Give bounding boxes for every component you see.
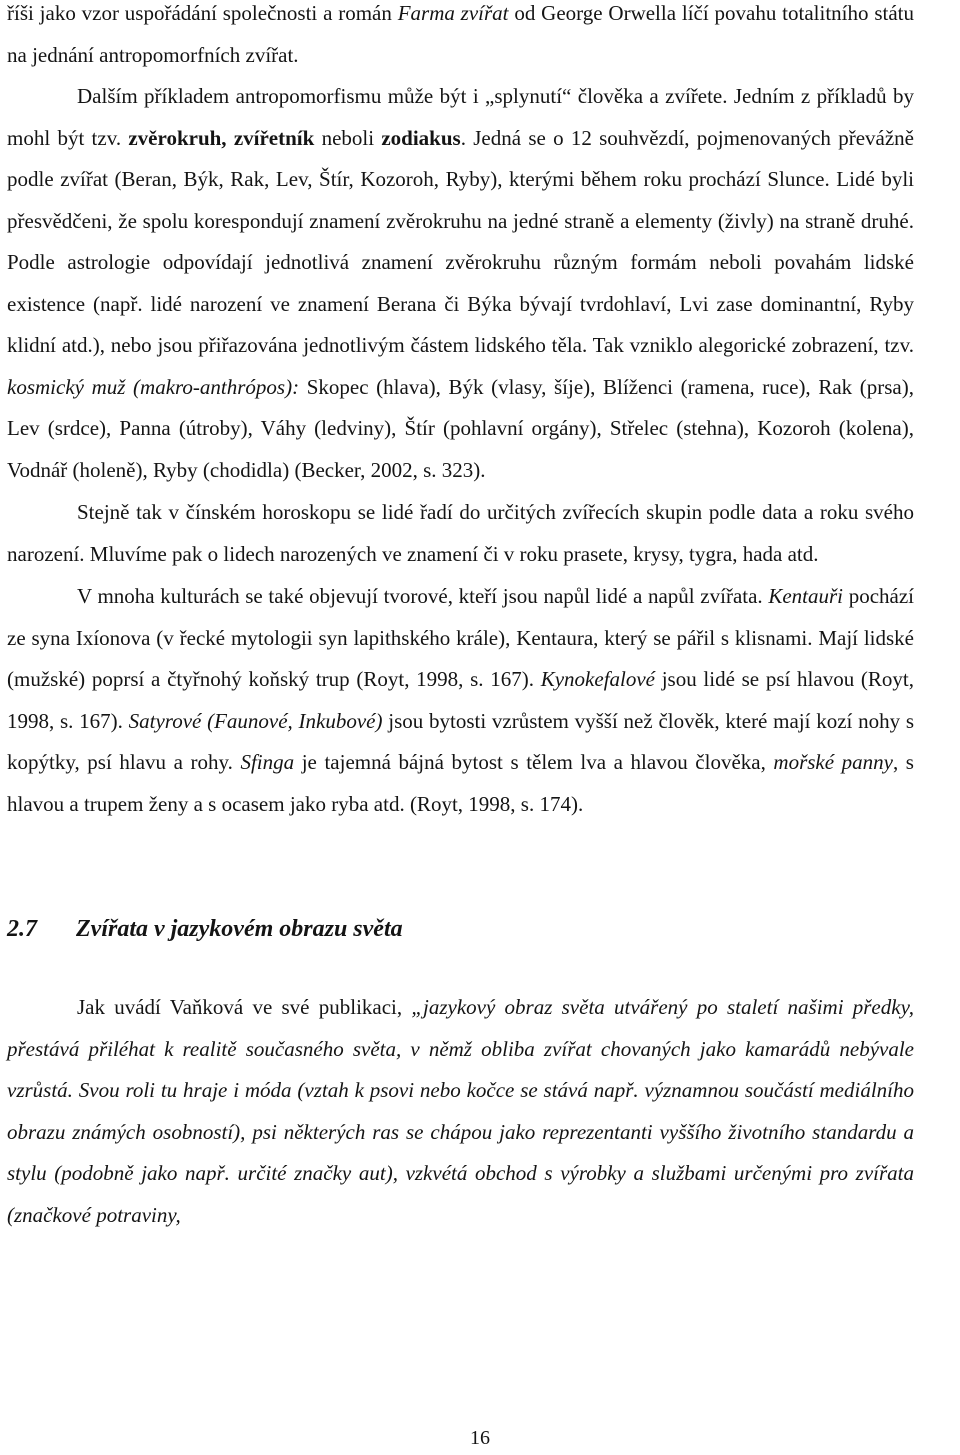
paragraph-chinese-horoscope	[7, 492, 914, 575]
text-run: jsou lidé se psí hlavou (Royt, 1998, s. 167).	[7, 667, 914, 733]
section-heading	[7, 909, 914, 949]
book-title: Farma zvířat	[397, 1, 509, 25]
text-run: od George Orwella líčí povahu totalitního státu na jednání antropomorfních zvířat.	[7, 1, 914, 67]
text-run: je tajemná bájná bytost s tělem lva a hlavou člověka,	[294, 750, 774, 774]
section-title: Zvířata v jazykovém obrazu světa	[76, 916, 403, 942]
text-run: . Jedná se o 12 souhvězdí, pojmenovaných převážně podle zvířat (Beran, Býk, Rak, Lev, Štír, Kozoroh, Ryby), kterými během roku prochází Slunce. Lidé byli přesvědčeni, že spolu korespondují znamení zvěrokruhu na jedné straně a elementy (živly) na straně druhé. Podle astrologie odpovídají jednotlivá znamení zvěrokruhu různým formám neboli povahám lidské existence (např. lidé narození ve znamení Berana či Býka bývají tvrdohlaví, Lvi zase dominantní, Ryby klidní atd.), nebo jsou přiřazována jednotlivým částem lidského těla. Tak vzniklo alegorické zobrazení, tzv.	[7, 125, 914, 357]
text-run: Dalším příkladem antropomorfismu může být i „splynutí“ člověka a zvířete. Jedním z příkladů by mohl být tzv.	[7, 84, 914, 150]
text-run: Jak uvádí Vaňková ve své publikaci,	[77, 995, 412, 1019]
term-sfinga: Sfinga	[240, 750, 295, 774]
paragraph-hybrid-creatures	[7, 576, 914, 825]
term-kosmicky-muz: kosmický muž (makro-anthrópos):	[7, 374, 300, 399]
text-run: V mnoha kulturách se také objevují tvorové, kteří jsou napůl lidé a napůl zvířata.	[77, 584, 769, 608]
text-run: , s hlavou a trupem ženy a s ocasem jako ryba atd. (Royt, 1998, s. 174).	[7, 750, 914, 816]
text-run: Stejně tak v čínském horoskopu se lidé řadí do určitých zvířecích skupin podle data a roku svého narození. Mluvíme pak o lidech narozených ve znamení či v roku prasete, krysy, tygra, hada atd.	[7, 500, 914, 566]
paragraph-orwell	[7, 0, 914, 76]
paragraph-vankova-quote	[7, 987, 914, 1236]
text-run: neboli	[314, 125, 382, 150]
text-run: jsou bytosti vzrůstem vyšší než člověk, které mají kozí nohy s kopýtky, psí hlavu a rohy.	[7, 708, 915, 774]
term-satyrove: Satyrové (Faunové, Inkubové)	[128, 708, 383, 733]
page-number: 16	[470, 1427, 490, 1449]
term-kentauri: Kentauři	[768, 584, 844, 608]
text-run: pochází ze syna Ixíonova (v řecké mytologii syn lapithského krále), Kentaura, který se pářil s klisnami. Mají lidské (mužské) poprsí a čtyřnohý koňský trup (Royt, 1998, s. 167).	[7, 584, 914, 691]
section-number: 2.7	[7, 916, 37, 942]
text-run: Skopec (hlava), Býk (vlasy, šíje), Blíženci (ramena, ruce), Rak (prsa), Lev (srdce), Panna (útroby), Váhy (ledviny), Štír (pohlavní orgány), Střelec (stehna), Kozoroh (kolena), Vodnář (holeně), Ryby (chodidla) (Becker, 2002, s. 323).	[7, 374, 914, 482]
quote-text: „jazykový obraz světa utvářený po staletí našimi předky, přestává přiléhat k realitě současného světa, v němž obliba zvířat chovaných jako kamarádů nebývale vzrůstá. Svou roli tu hraje i móda (vztah k psovi nebo kočce se stává např. významnou součástí mediálního obrazu známých osobností), psi některých ras se chápou jako reprezentanti vyššího životního standardu a stylu (podobně jako např. určité značky aut), vzkvétá obchod s výrobky a službami určenými pro zvířata (značkové potraviny,	[7, 995, 914, 1227]
term-morske-panny: mořské panny	[773, 750, 893, 774]
term-zverokruh: zvěrokruh, zvířetník	[128, 125, 315, 150]
term-zodiakus: zodiakus	[381, 125, 461, 150]
term-kynokefalove: Kynokefalové	[540, 667, 655, 691]
paragraph-zodiac	[7, 76, 914, 491]
text-run: říši jako vzor uspořádání společnosti a román	[7, 1, 398, 25]
